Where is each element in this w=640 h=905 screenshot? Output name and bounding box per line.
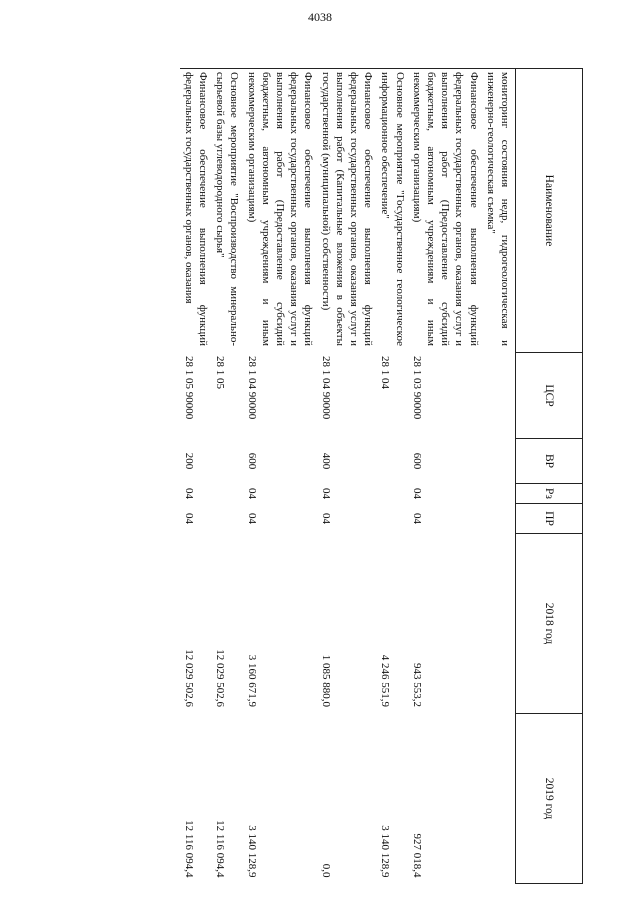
header-2018: 2018 год xyxy=(516,534,583,714)
row-rz: 04 xyxy=(319,488,332,499)
row-name: Финансовое обеспечение выполнения функций федеральных государственных органов, оказания услуг и выполнения работ (Предоставление субсидий бюджетным, автономным учреждениям и иным некоммерческим организациям) xyxy=(408,69,482,353)
row-vr: 600 xyxy=(410,452,423,470)
table-row xyxy=(482,69,516,884)
table-row xyxy=(316,69,376,884)
table-row xyxy=(408,69,482,884)
row-vr xyxy=(376,439,407,484)
row-2018 xyxy=(482,534,516,714)
row-pr: 04 xyxy=(245,513,258,524)
row-2018: 1 085 880,0 xyxy=(319,654,332,707)
row-2018: 3 160 671,9 xyxy=(245,654,258,707)
row-rz xyxy=(211,484,242,504)
budget-table xyxy=(180,68,583,884)
row-2019: 12 116 094,4 xyxy=(214,820,227,878)
row-2019 xyxy=(482,714,516,884)
row-pr: 04 xyxy=(182,513,195,524)
row-csr: 28 1 04 90000 xyxy=(319,356,332,420)
row-2018: 4 246 551,9 xyxy=(379,654,392,707)
row-rz: 04 xyxy=(245,488,258,499)
row-csr: 28 1 05 90000 xyxy=(182,356,195,420)
row-rz xyxy=(482,484,516,504)
row-name: Основное мероприятие "Воспроизводство минерально-сырьевой базы углеводородного сырья" xyxy=(211,69,242,353)
table-header-row xyxy=(516,69,583,884)
row-name: Основное мероприятие "Государственное геологическое информационное обеспечение" xyxy=(376,69,407,353)
row-2019: 0,0 xyxy=(319,863,332,878)
page-number: 4038 xyxy=(308,10,332,24)
row-csr xyxy=(482,353,516,439)
row-pr xyxy=(376,504,407,534)
row-name: мониторинг состояния недр, гидрогеологическая и инженерно-геологическая съемка" xyxy=(482,69,516,353)
row-vr xyxy=(211,439,242,484)
header-2019: 2019 год xyxy=(516,714,583,884)
row-vr: 600 xyxy=(245,452,258,470)
row-name: Финансовое обеспечение выполнения функций федеральных государственных органов, оказания услуг и выполнения работ (Предоставление субсидий бюджетным, автономным учреждениям и иным некоммерческим организациям) xyxy=(242,69,316,353)
header-pr: ПР xyxy=(516,504,583,534)
row-vr: 200 xyxy=(182,452,195,470)
row-csr: 28 1 04 90000 xyxy=(245,356,258,420)
row-pr: 04 xyxy=(319,513,332,524)
row-csr: 28 1 03 90000 xyxy=(410,356,423,420)
row-2018: 943 553,2 xyxy=(410,663,423,707)
row-vr xyxy=(482,439,516,484)
row-rz xyxy=(376,484,407,504)
header-vr: ВР xyxy=(516,439,583,484)
row-pr xyxy=(211,504,242,534)
header-rz: Рз xyxy=(516,484,583,504)
row-name: Финансовое обеспечение выполнения функций федеральных государственных органов, оказания xyxy=(180,69,211,353)
row-2019: 927 018,4 xyxy=(410,833,423,878)
row-vr: 400 xyxy=(319,452,332,470)
row-pr: 04 xyxy=(410,513,423,524)
header-name: Наименование xyxy=(516,69,583,353)
row-2018: 12 029 502,6 xyxy=(214,649,227,707)
row-2019: 3 140 128,9 xyxy=(379,825,392,878)
row-rz: 04 xyxy=(410,488,423,499)
row-name: Финансовое обеспечение выполнения функций федеральных государственных органов, оказания услуг и выполнения работ (Капитальные вложения в объекты государственной (муниципальной) собственности) xyxy=(316,69,376,353)
row-2019: 12 116 094,4 xyxy=(182,820,195,878)
budget-table-rotated xyxy=(113,68,583,883)
row-2018: 12 029 502,6 xyxy=(182,649,195,707)
row-rz: 04 xyxy=(182,488,195,499)
row-pr xyxy=(482,504,516,534)
row-csr: 28 1 04 xyxy=(379,356,392,389)
table-row xyxy=(376,69,407,884)
row-csr: 28 1 05 xyxy=(214,356,227,389)
row-2019: 3 140 128,9 xyxy=(245,825,258,878)
table-row xyxy=(180,69,211,884)
table-row xyxy=(211,69,242,884)
header-csr: ЦСР xyxy=(516,353,583,439)
table-row xyxy=(242,69,316,884)
